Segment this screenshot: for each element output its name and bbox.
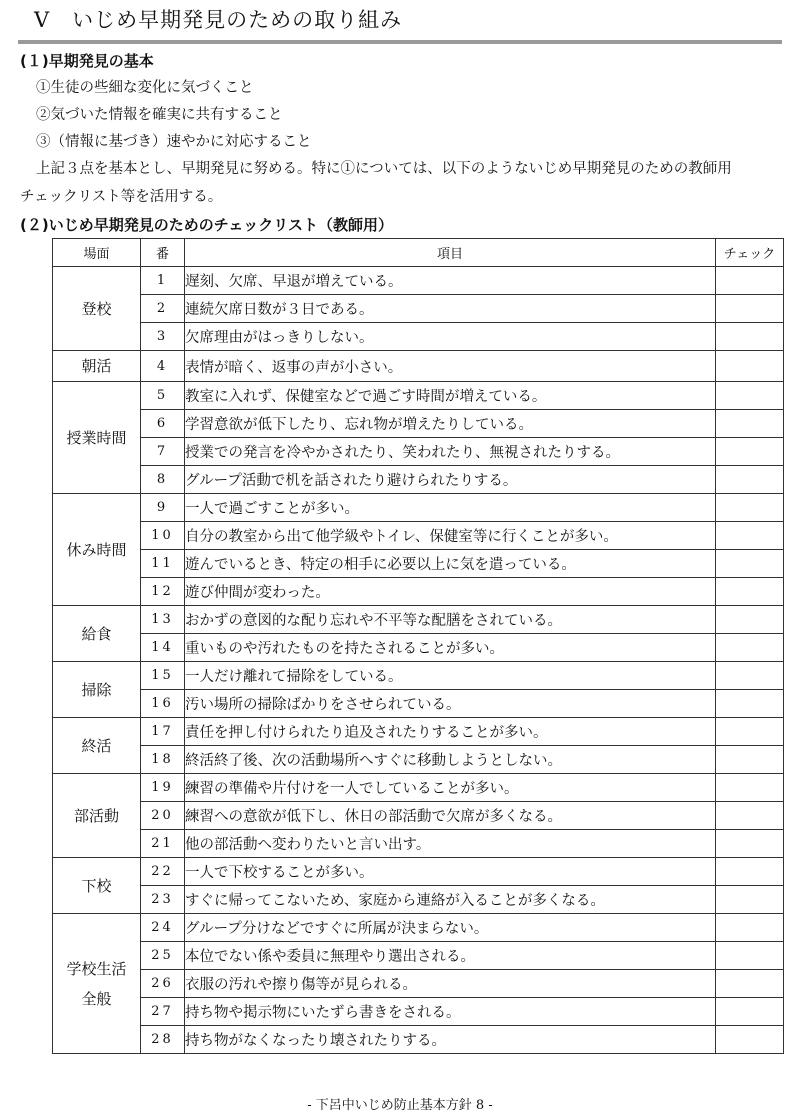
- item-number: 10: [141, 522, 185, 550]
- item-text: 学習意欲が低下したり、忘れ物が増えたりしている。: [185, 410, 716, 438]
- item-text: 連続欠席日数が３日である。: [185, 295, 716, 323]
- item-number: 9: [141, 494, 185, 522]
- item-number: 7: [141, 438, 185, 466]
- description-line: 上記３点を基本とし、早期発見に努める。特に①については、以下のようないじめ早期発見のための教師用: [36, 161, 732, 177]
- check-cell[interactable]: [716, 830, 784, 858]
- checklist-header-row: [53, 239, 784, 267]
- chapter-title: Ⅴ いじめ早期発見のための取り組み: [34, 8, 403, 32]
- item-text: 持ち物がなくなったり壊されたりする。: [185, 1026, 716, 1054]
- check-cell[interactable]: [716, 522, 784, 550]
- basics-point: ①生徒の些細な変化に気づくこと: [36, 80, 254, 96]
- checklist-row: [53, 886, 784, 914]
- header-number: 番: [141, 239, 185, 267]
- check-cell[interactable]: [716, 886, 784, 914]
- check-cell[interactable]: [716, 662, 784, 690]
- item-text: 責任を押し付けられたり追及されたりすることが多い。: [185, 718, 716, 746]
- item-text: 一人で過ごすことが多い。: [185, 494, 716, 522]
- section-heading-checklist: (２)いじめ早期発見のためのチェックリスト（教師用）: [20, 216, 393, 234]
- check-cell[interactable]: [716, 746, 784, 774]
- scene-label-line: 全般: [81, 989, 112, 1008]
- checklist-row: [53, 718, 784, 746]
- scene-cell: 終活: [53, 718, 141, 774]
- checklist-row: [53, 662, 784, 690]
- item-number: 25: [141, 942, 185, 970]
- check-cell[interactable]: [716, 494, 784, 522]
- checklist-row: [53, 382, 784, 410]
- scene-cell: 部活動: [53, 774, 141, 858]
- check-cell[interactable]: [716, 914, 784, 942]
- item-number: 11: [141, 550, 185, 578]
- checklist-row: [53, 970, 784, 998]
- item-text: 一人で下校することが多い。: [185, 858, 716, 886]
- item-number: 27: [141, 998, 185, 1026]
- checklist-row: [53, 774, 784, 802]
- check-cell[interactable]: [716, 466, 784, 494]
- checklist-row: [53, 914, 784, 942]
- checklist-row: [53, 802, 784, 830]
- check-cell[interactable]: [716, 774, 784, 802]
- item-number: 3: [141, 323, 185, 351]
- item-text: 欠席理由がはっきりしない。: [185, 323, 716, 351]
- item-text: 終活終了後、次の活動場所へすぐに移動しようとしない。: [185, 746, 716, 774]
- check-cell[interactable]: [716, 998, 784, 1026]
- item-number: 5: [141, 382, 185, 410]
- item-number: 19: [141, 774, 185, 802]
- item-number: 26: [141, 970, 185, 998]
- item-text: 表情が暗く、返事の声が小さい。: [185, 351, 716, 382]
- item-number: 23: [141, 886, 185, 914]
- check-cell[interactable]: [716, 410, 784, 438]
- check-cell[interactable]: [716, 323, 784, 351]
- header-scene: 場面: [53, 239, 141, 267]
- basics-list: [36, 76, 312, 157]
- check-cell[interactable]: [716, 267, 784, 295]
- checklist-row: [53, 522, 784, 550]
- section-heading-basics: (１)早期発見の基本: [20, 52, 154, 70]
- checklist-row: [53, 578, 784, 606]
- check-cell[interactable]: [716, 970, 784, 998]
- item-text: グループ活動で机を話されたり避けられたりする。: [185, 466, 716, 494]
- checklist-row: [53, 1026, 784, 1054]
- item-text: 重いものや汚れたものを持たされることが多い。: [185, 634, 716, 662]
- check-cell[interactable]: [716, 606, 784, 634]
- scene-cell: 掃除: [53, 662, 141, 718]
- scene-cell: 朝活: [53, 351, 141, 382]
- check-cell[interactable]: [716, 295, 784, 323]
- item-text: 練習への意欲が低下し、休日の部活動で欠席が多くなる。: [185, 802, 716, 830]
- chapter-divider: [18, 40, 782, 44]
- check-cell[interactable]: [716, 718, 784, 746]
- check-cell[interactable]: [716, 382, 784, 410]
- item-text: 一人だけ離れて掃除をしている。: [185, 662, 716, 690]
- item-text: すぐに帰ってこないため、家庭から連絡が入ることが多くなる。: [185, 886, 716, 914]
- item-number: 1: [141, 267, 185, 295]
- scene-cell: 休み時間: [53, 494, 141, 606]
- header-item: 項目: [185, 239, 716, 267]
- item-number: 18: [141, 746, 185, 774]
- checklist-row: [53, 438, 784, 466]
- checklist-row: [53, 998, 784, 1026]
- checklist-row: [53, 634, 784, 662]
- item-text: 持ち物や掲示物にいたずら書きをされる。: [185, 998, 716, 1026]
- checklist-row: [53, 690, 784, 718]
- check-cell[interactable]: [716, 578, 784, 606]
- item-text: 授業での発言を冷やかされたり、笑われたり、無視されたりする。: [185, 438, 716, 466]
- scene-cell: 授業時間: [53, 382, 141, 494]
- item-number: 22: [141, 858, 185, 886]
- description-line: チェックリスト等を活用する。: [20, 189, 223, 205]
- check-cell[interactable]: [716, 1026, 784, 1054]
- basics-point: ③（情報に基づき）速やかに対応すること: [36, 134, 312, 150]
- item-text: グループ分けなどですぐに所属が決まらない。: [185, 914, 716, 942]
- item-number: 4: [141, 351, 185, 382]
- header-check: チェック: [716, 239, 784, 267]
- item-text: おかずの意図的な配り忘れや不平等な配膳をされている。: [185, 606, 716, 634]
- check-cell[interactable]: [716, 942, 784, 970]
- checklist-row: [53, 295, 784, 323]
- check-cell[interactable]: [716, 690, 784, 718]
- item-number: 6: [141, 410, 185, 438]
- item-text: 遊んでいるとき、特定の相手に必要以上に気を遣っている。: [185, 550, 716, 578]
- scene-label-line: 学校生活: [66, 959, 127, 978]
- check-cell[interactable]: [716, 802, 784, 830]
- item-text: 遊び仲間が変わった。: [185, 578, 716, 606]
- basics-description: [20, 155, 790, 211]
- checklist-row: [53, 267, 784, 295]
- check-cell[interactable]: [716, 634, 784, 662]
- checklist-row: [53, 942, 784, 970]
- item-text: 衣服の汚れや擦り傷等が見られる。: [185, 970, 716, 998]
- item-text: 汚い場所の掃除ばかりをさせられている。: [185, 690, 716, 718]
- item-number: 20: [141, 802, 185, 830]
- item-number: 15: [141, 662, 185, 690]
- check-cell[interactable]: [716, 438, 784, 466]
- item-number: 17: [141, 718, 185, 746]
- checklist-table: [52, 238, 784, 1054]
- item-number: 13: [141, 606, 185, 634]
- checklist-row: [53, 550, 784, 578]
- item-number: 2: [141, 295, 185, 323]
- check-cell[interactable]: [716, 550, 784, 578]
- checklist-row: [53, 830, 784, 858]
- checklist-row: [53, 410, 784, 438]
- item-number: 21: [141, 830, 185, 858]
- basics-point: ②気づいた情報を確実に共有すること: [36, 107, 283, 123]
- item-text: 遅刻、欠席、早退が増えている。: [185, 267, 716, 295]
- item-number: 14: [141, 634, 185, 662]
- scene-cell: 下校: [53, 858, 141, 914]
- item-text: 教室に入れず、保健室などで過ごす時間が増えている。: [185, 382, 716, 410]
- checklist-row: [53, 323, 784, 351]
- item-number: 12: [141, 578, 185, 606]
- check-cell[interactable]: [716, 351, 784, 382]
- checklist-row: [53, 858, 784, 886]
- scene-cell: 登校: [53, 267, 141, 351]
- scene-cell: [53, 914, 141, 1054]
- scene-cell: 給食: [53, 606, 141, 662]
- item-text: 本位でない係や委員に無理やり選出される。: [185, 942, 716, 970]
- item-number: 8: [141, 466, 185, 494]
- item-number: 24: [141, 914, 185, 942]
- checklist-row: [53, 494, 784, 522]
- checklist-row: [53, 351, 784, 382]
- item-text: 他の部活動へ変わりたいと言い出す。: [185, 830, 716, 858]
- checklist-body: [53, 267, 784, 1054]
- item-number: 16: [141, 690, 185, 718]
- item-text: 練習の準備や片付けを一人でしていることが多い。: [185, 774, 716, 802]
- checklist-row: [53, 606, 784, 634]
- item-number: 28: [141, 1026, 185, 1054]
- check-cell[interactable]: [716, 858, 784, 886]
- item-text: 自分の教室から出て他学級やトイレ、保健室等に行くことが多い。: [185, 522, 716, 550]
- checklist-row: [53, 466, 784, 494]
- checklist-row: [53, 746, 784, 774]
- page-footer: - 下呂中いじめ防止基本方針 8 -: [307, 1098, 493, 1113]
